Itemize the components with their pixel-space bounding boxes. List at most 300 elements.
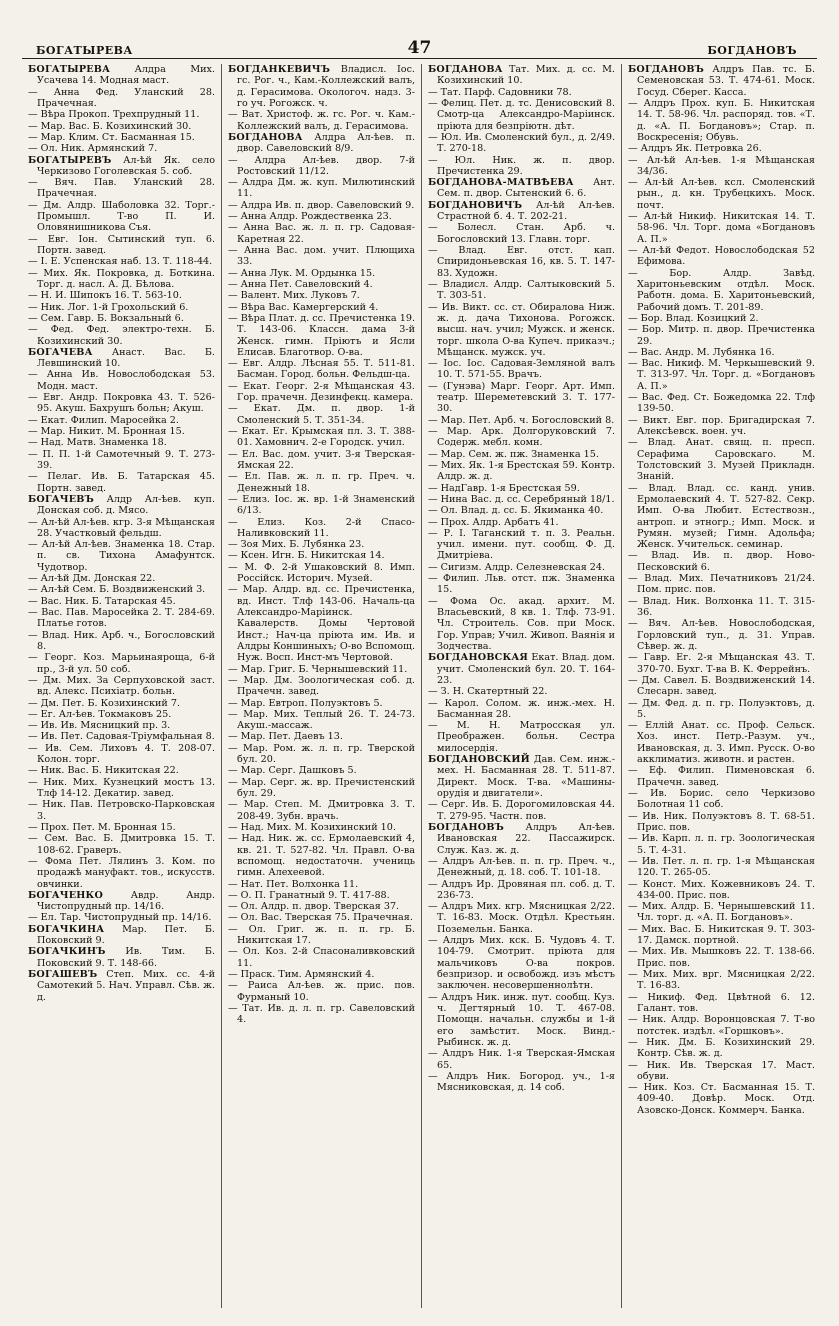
entry-item (428, 279, 615, 302)
entry-item (628, 313, 815, 324)
entry-text: Болесл. Стан. Арб. ч. Богословский 13. Главн. торг. (437, 222, 615, 245)
entry-text: Н. И. Шипокъ 16. Т. 563-10. (40, 290, 182, 302)
entry-text: Вѣра Прокоп. Трехпрудный 11. (40, 109, 200, 121)
entry-item (28, 369, 215, 392)
entry-text: Валент. Мих. Луковъ 7. (240, 290, 360, 302)
entry-text: М. Н. Матросская ул. Преображен. больн. Сестра милосердія. (437, 720, 615, 754)
entry-item (628, 675, 815, 698)
entry-text: Зоя Мих. Б. Лубянка 23. (240, 539, 365, 551)
entry-text: Ал-ѣй Никиф. Никитская 14. Т. 58-96. Чл. Торг. дома «Богдановъ А. П.» (637, 211, 815, 245)
entry-item (228, 279, 415, 290)
entry-item (228, 471, 415, 494)
entry-item (28, 437, 215, 448)
entry-item (628, 924, 815, 947)
entry-text: Ник. Вас. Б. Никитская 22. (40, 765, 179, 777)
entry-item (428, 494, 615, 505)
entry-item (28, 698, 215, 709)
entry-text: Пелаг. Ив. Б. Татарская 45. Портн. завед. (37, 471, 215, 494)
entry-text: Мар. Арк. Долгоруковский 7. Содерж. мебл. комн. (437, 426, 615, 449)
entry-item (428, 879, 615, 902)
entry-item (228, 799, 415, 822)
entry-item (428, 596, 615, 653)
entry-item (28, 132, 215, 143)
entry-item (428, 358, 615, 381)
entry-text: Мих. Вас. Б. Никитская 9. Т. 303-17. Дамск. портной. (637, 923, 815, 947)
surname: БОГДАНОВСКАЯ (428, 652, 529, 664)
entry-item (428, 992, 615, 1049)
entry-text: Ол. Коз. 2-й Спасоналивковский 11. (237, 946, 415, 969)
entry-item (28, 449, 215, 472)
entry-item (428, 426, 615, 449)
entry-text: Мар. Степ. М. Дмитровка 3. Т. 208-49. Зубн. врачь. (237, 799, 415, 822)
entry-text: Мих. Мих. врг. Мясницкая 2/22. Т. 16-83. (637, 969, 815, 992)
entry-item (228, 539, 415, 550)
entry-text: Евг. Іон. Сытинский туп. 6. Портн. завед. (37, 233, 215, 256)
entry-text: Ив. Ник. Полуэктовъ 8. Т. 68-51. Прис. пов. (637, 810, 815, 833)
entry-text: Ник. Пав. Петровско-Парковская 3. (37, 799, 215, 822)
entry-text: Алдръ Мих. кск. Б. Чудовъ 4. Т. 104-79. Смотрит. пріюта для мальчиковъ О-ва покров. безпризор. и освобожд. изъ мѣстъ заключен. несовершеннолѣтн. (437, 935, 615, 992)
entry-item (428, 1048, 615, 1071)
entry-text: Ив. Ив. Мясницкий пр. 3. (40, 720, 171, 732)
entry-text: Дм. Пет. Б. Козихинский 7. (40, 697, 181, 709)
entry-text: Влад. Мих. Печатниковъ 21/24. Пом. прис. пов. (637, 573, 815, 596)
entry-item (428, 698, 615, 721)
entry-item (228, 109, 415, 132)
entry-text: З. Н. Скатертный 22. (440, 686, 548, 698)
entry-item (628, 879, 815, 902)
entry-text: Праск. Тим. Армянский 4. (240, 969, 375, 980)
entry-text: М. Ф. 2-й Ушаковский 8. Имп. Россійск. Историч. Музей. (237, 561, 415, 585)
entry-item (628, 992, 815, 1015)
entry-text: Ол. Вас. Тверская 75. Прачечная. (240, 912, 413, 924)
entry-text: (Гунэва) Марг. Георг. Арт. Имп. театр. Шереметевский 3. Т. 177-30. (437, 380, 615, 415)
entry-item (628, 98, 815, 143)
entry-text: Вас. Фед. Ст. Божедомка 22. Тлф 139-50. (637, 392, 815, 415)
entry-text: О. П. Гранатный 9. Т. 417-88. (240, 889, 390, 901)
entry-text: Алдръ Як. Петровка 26. (640, 143, 762, 155)
entry-item (428, 573, 615, 596)
entry-item (428, 483, 615, 494)
entry-item (228, 822, 415, 833)
entry-text: Влад. Ник. Арб. ч., Богословский 8. (37, 629, 215, 652)
entry-item (428, 935, 615, 992)
entry-item (428, 901, 615, 935)
entry-text: Екат. Влад. дом. учит. Смоленский бул. 20. Т. 164-23. (437, 652, 615, 686)
entry-text: Екат. Георг. 2-я Мѣщанская 43. Гор. прачечн. Дезинфекц. камера. (237, 380, 415, 404)
entry-text: Юл. Ник. ж. п. двор. Пречистенка 29. (437, 154, 615, 177)
entry-item (28, 324, 215, 347)
entry-text: Викт. Евг. пор. Бригадирская 7. Алексѣевск. воен. уч. (637, 414, 815, 437)
entry-item (28, 630, 215, 653)
entry-text: Ив. Тим. Б. Поковский 9. Т. 148-66. (37, 946, 215, 969)
entry-text: Алдра Дм. ж. куп. Милютинский 11. (237, 177, 415, 200)
entry-item (628, 392, 815, 415)
header-rule (22, 58, 817, 59)
entry-text: Авдр. Андр. Чистопрудный пр. 14/16. (37, 889, 215, 913)
entry-text: Ол. Влад. д. сс. Б. Якиманка 40. (440, 505, 604, 517)
entry-item (428, 245, 615, 279)
entry-text: Дав. Сем. инж.-мех. Н. Басманная 28. Т. 511-87. Директ. Моск. Т-ва. «Машины-орудія и двигатели». (437, 754, 615, 799)
entry-item (628, 268, 815, 313)
entry-text: Ол. Григ. ж. п. п. гр. Б. Никитская 17. (237, 923, 415, 947)
entry-item (628, 415, 815, 438)
entry-heading (28, 946, 215, 969)
entry-item (28, 822, 215, 833)
entry-item (228, 675, 415, 698)
entry-item (28, 652, 215, 675)
entry-item (228, 562, 415, 585)
entry-item (228, 290, 415, 301)
entry-item (628, 573, 815, 596)
entry-text: Алдръ Прох. куп. Б. Никитская 14. Т. 58-96. Чл. распоряд. тов. «Т. д. «А. П. Богдановъ»; Стар. п. Воскресенія; Обувь. (637, 97, 815, 143)
entry-text: Бор. Влад. Козицкий 2. (640, 312, 759, 324)
entry-item (28, 573, 215, 584)
entry-item (628, 833, 815, 856)
entry-item (28, 415, 215, 426)
entry-item (628, 856, 815, 879)
entry-item (228, 494, 415, 517)
entry-item (28, 709, 215, 720)
entry-item (428, 98, 615, 132)
entry-text: Дм. Мих. За Серпуховской заст. вд. Алекс. Психіатр. больн. (37, 674, 215, 698)
entry-text: Мих. Як. 1-я Брестская 59. Контр. Алдр. ж. д. (437, 459, 615, 483)
entry-item (28, 912, 215, 923)
entry-item (228, 211, 415, 222)
entry-text: Раиса Ал-ѣев. ж. прис. пов. Фурманый 10. (237, 980, 415, 1003)
entry-text: Вяч. Ал-ѣев. Новослободская, Горловский туп., д. 31. Управ. Сѣвер. ж. д. (637, 618, 815, 652)
entry-text: Нат. Пет. Волхонка 11. (240, 878, 359, 890)
entry-item (628, 652, 815, 675)
entry-text: Вас. Ник. Б. Татарская 45. (40, 595, 176, 607)
entry-text: Бор. Алдр. Завѣд. Харитоньевским отдѣл. Моск. Работн. дома. Б. Харитоньевский, Рабочий домъ. Т. 201-89. (637, 267, 815, 313)
entry-heading (28, 347, 215, 370)
entry-text: Ив. Борис. село Черкизово Болотная 11 соб. (637, 788, 815, 811)
entry-item (28, 596, 215, 607)
entry-heading (228, 132, 415, 155)
entry-item (628, 211, 815, 245)
entry-text: Ел. Пав. ж. л. п. гр. Преч. ч. Денежный 18. (237, 471, 415, 494)
entry-heading (428, 754, 615, 799)
entry-text: Ал-ѣй Сем. Б. Воздвиженский 3. (40, 584, 206, 596)
entry-text: Ал-ѣй Ал-ѣев. Страстной б. 4. Т. 202-21. (437, 199, 615, 223)
entry-text: НадГавр. 1-я Брестская 59. (440, 482, 580, 494)
entry-item (628, 1082, 815, 1116)
entry-text: Мар. Пет. Арб. ч. Богословский 8. (440, 414, 615, 426)
entry-text: Ив. Сем. Лиховъ 4. Т. 208-07. Колон. торг. (37, 742, 215, 766)
entry-text: Еф. Филип. Пименовская 6. Прачечн. завед. (637, 765, 815, 788)
column-1 (22, 64, 221, 1308)
entry-text: Анаст. Вас. Б. Левшинский 10. (37, 346, 215, 370)
entry-item (28, 234, 215, 257)
entry-text: Ник. Дм. Б. Козихинский 29. Контр. Сѣв. ж. д. (637, 1036, 815, 1060)
entry-text: Мих. Ив. Мышковъ 22. Т. 138-66. Прис. пов. (637, 946, 815, 969)
entry-item (228, 879, 415, 890)
entry-text: Алдра Ал-ѣев. п. двор. Савеловский 8/9. (237, 131, 415, 155)
surname: БОГАЧЕНКО (28, 889, 104, 901)
entry-item (28, 268, 215, 291)
entry-text: Мар. Серг. Дашковъ 5. (240, 765, 357, 777)
entry-item (228, 731, 415, 742)
entry-text: Вас. Пав. Маросейка 2. Т. 284-69. Платье готов. (37, 607, 215, 630)
entry-item (628, 324, 815, 347)
entry-heading (28, 64, 215, 87)
entry-item (228, 833, 415, 878)
entry-text: Ал-ѣй Ал-ѣев. кгр. 3-я Мѣщанская 28. Участковый фельдш. (37, 516, 215, 539)
entry-item (628, 483, 815, 551)
entry-heading (428, 200, 615, 223)
entry-item (628, 245, 815, 268)
entry-item (628, 618, 815, 652)
entry-text: Екат. Дм. п. двор. 1-й Смоленский 5. Т. 351-34. (237, 403, 415, 426)
entry-text: Алдръ Пав. тс. Б. Семеновская 53. Т. 474-61. Моск. Госуд. Сберег. Касса. (637, 64, 815, 98)
entry-text: Степ. Мих. сс. 4-й Самотекий 5. Нач. Управл. Сѣв. ж. д. (37, 969, 215, 1003)
entry-item (28, 121, 215, 132)
columns (22, 64, 821, 1308)
entry-item (428, 302, 615, 359)
entry-item (428, 1071, 615, 1094)
entry-text: Алдръ Мих. кгр. Мясницкая 2/22. Т. 16-83. Моск. Отдѣл. Крестьян. Поземельн. Банка. (437, 901, 615, 935)
entry-item (428, 799, 615, 822)
entry-item (228, 924, 415, 947)
entry-text: Над. Матв. Знаменка 18. (40, 437, 167, 449)
entry-text: Мар. Дм. Зоологическая соб. д. Прачечн. завед. (237, 674, 415, 698)
entry-text: Ват. Христоф. ж. гс. Рог. ч. Кам.-Коллежский валъ, д. Герасимова. (237, 109, 415, 132)
entry-item (228, 268, 415, 279)
entry-text: Мар. Пет. Б. Поковский 9. (37, 923, 215, 947)
entry-text: Бор. Митр. п. двор. Пречистенка 29. (637, 324, 815, 347)
entry-text: Дм. Савел. Б. Воздвиженский 14. Слесарн. завед. (637, 674, 815, 698)
entry-item (428, 155, 615, 178)
entry-item (628, 698, 815, 721)
page-header (14, 0, 825, 58)
entry-item (228, 245, 415, 268)
header-left-keyword: БОГАТЫРЕВА (36, 44, 133, 57)
entry-text: Ив. Пет. Садовая-Тріумфальная 8. (40, 731, 215, 743)
entry-text: Алдръ Ал-ѣев. п. п. гр. Преч. ч., Денежный, д. 18. соб. Т. 101-18. (437, 855, 615, 879)
surname: БОГАТЫРЕВЪ (28, 154, 112, 166)
entry-text: Алдръ Ал-ѣев. Ивановская 22. Пассажирск. Служ. Каз. ж. д. (437, 821, 615, 856)
entry-item (428, 517, 615, 528)
entry-text: Влад. Евг. отст. кап. Спиридоньевская 16, кв. 5. Т. 147-83. Художн. (437, 245, 615, 279)
surname: БОГДАНОВА (228, 131, 303, 143)
surname: БОГАЧКИНЪ (28, 946, 106, 958)
entry-item (28, 200, 215, 234)
entry-item (428, 528, 615, 562)
entry-item (228, 698, 415, 709)
entry-text: Сем. Гавр. Б. Вокзальный 6. (40, 312, 184, 324)
entry-item (228, 313, 415, 358)
entry-text: Сем. Вас. Б. Дмитровка 15. Т. 108-62. Граверъ. (37, 833, 215, 856)
entry-item (228, 177, 415, 200)
entry-text: Мар. Вас. Б. Козихинский 30. (40, 120, 192, 132)
entry-text: Мар. Григ. Б. Чернышевский 11. (240, 663, 408, 675)
entry-text: Ал-ѣй Дм. Донская 22. (40, 573, 156, 585)
surname: БОГДАНОВЪ (428, 821, 505, 833)
entry-heading (28, 155, 215, 178)
entry-item (28, 143, 215, 154)
entry-heading (28, 969, 215, 1003)
entry-text: Алдръ Ир. Дровяная пл. соб. д. Т. 236-73. (437, 878, 615, 901)
entry-item (228, 901, 415, 912)
surname: БОГАЧЕВА (28, 346, 93, 358)
entry-item (28, 313, 215, 324)
entry-text: Мар. Мих. Теплый 26. Т. 24-73. Акуш.-массаж. (237, 708, 415, 732)
entry-item (228, 426, 415, 449)
surname: БОГДАНОВЪ (628, 64, 705, 75)
entry-text: Анна Вас. дом. учит. Плющиха 33. (237, 245, 415, 268)
entry-item (28, 731, 215, 742)
entry-item (228, 200, 415, 211)
entry-text: Ал-ѣй Ал-ѣев. Знаменка 18. Стар. п. св. Тихона Амафунтск. Чудотвор. (37, 539, 215, 573)
entry-text: Серг. Ив. Б. Дорогомиловская 44. Т. 279-95. Частн. пов. (437, 799, 615, 822)
entry-item (628, 177, 815, 211)
entry-text: Ол. Ник. Армянский 7. (40, 143, 158, 155)
entry-text: Вас. Никиф. М. Черкышевский 9. Т. 313-97. Чл. Торг. д. «Богдановъ А. П.» (637, 358, 815, 392)
entry-text: Тат. Мих. д. сс. М. Козихинский 10. (437, 64, 615, 87)
entry-heading (428, 177, 615, 200)
entry-text: Ел. Вас. дом. учит. 3-я Тверская-Ямская 22. (237, 448, 415, 471)
entry-heading (428, 822, 615, 856)
entry-item (28, 675, 215, 698)
entry-text: Ив. Пет. л. п. гр. 1-я Мѣщанская 120. Т. 265-05. (637, 855, 815, 879)
entry-text: Евг. Алдр. Лѣсная 55. Т. 511-81. Басман. Город. больн. Фельдш-ца. (237, 358, 415, 381)
entry-item (628, 358, 815, 392)
entry-text: Алдръ Ник. 1-я Тверская-Ямская 65. (437, 1048, 615, 1071)
entry-text: Іос. Іос. Садовая-Земляной валъ 10. Т. 571-55. Врачъ. (437, 358, 615, 381)
surname: БОГДАНОВИЧЪ (428, 199, 523, 211)
entry-text: Над. Мих. М. Козихинский 10. (240, 821, 396, 833)
header-right-keyword: БОГДАНОВЪ (707, 44, 797, 57)
entry-item (228, 709, 415, 732)
entry-heading (428, 64, 615, 87)
entry-item (28, 256, 215, 267)
entry-text: І. Е. Успенская наб. 13. Т. 118-44. (40, 256, 213, 268)
entry-text: Мар. Евтроп. Полуэктовъ 5. (240, 697, 383, 709)
entry-item (228, 302, 415, 313)
entry-item (28, 302, 215, 313)
entry-item (228, 550, 415, 561)
entry-text: Тат. Парф. Садовники 78. (440, 86, 572, 98)
entry-text: Сигизм. Алдр. Селезневская 24. (440, 561, 606, 573)
entry-text: Екат. Филип. Маросейка 2. (40, 414, 179, 426)
entry-item (428, 856, 615, 879)
entry-text: Фома Ос. акад. архит. М. Власьевский, 8 кв. 1. Тлф. 73-91. Чл. Строитель. Сов. при Моск. Гор. Управ; Учил. Живоп. Ваянія и Зодчества. (437, 595, 615, 652)
entry-text: Мар. Ром. ж. л. п. гр. Тверской бул. 20. (237, 742, 415, 766)
entry-item (228, 890, 415, 901)
entry-text: Фед. Фед. электро-техн. Б. Козихинский 30. (37, 324, 215, 347)
entry-text: Владисл. Алдр. Салтыковский 5. Т. 303-51. (437, 278, 615, 302)
entry-item (228, 517, 415, 540)
entry-text: Анна Лук. М. Ордынка 15. (240, 267, 376, 279)
entry-item (228, 777, 415, 800)
surname: БОГДАНКЕВИЧЪ (228, 64, 331, 75)
entry-item (28, 109, 215, 120)
entry-item (628, 720, 815, 765)
surname: БОГАШЕВЪ (28, 969, 98, 980)
entry-text: Вяч. Пав. Уланский 28. Прачечная. (37, 177, 215, 200)
entry-item (28, 290, 215, 301)
entry-text: Ив. Карп. л. п. гр. Зоологическая 5. Т. 4-31. (637, 833, 815, 856)
surname: БОГАЧКИНА (28, 923, 105, 935)
column-4 (621, 64, 821, 1308)
entry-text: Алдръ Ник. инж. пут. сообщ. Куз. ч. Дегтярный 10. Т. 467-08. Помощн. начальн. службы и 1-й его замѣстит. Моск. Винд.-Рыбинск. ж. д. (437, 991, 615, 1048)
entry-text: Ал-ѣй Ал-ѣев. 1-я Мѣщанская 34/36. (637, 154, 815, 177)
entry-text: Анна Алдр. Рождественка 23. (240, 211, 392, 223)
entry-item (428, 562, 615, 573)
entry-item (228, 743, 415, 766)
entry-item (228, 946, 415, 969)
entry-item (628, 437, 815, 482)
entry-text: Мар. Алдр. вд. сс. Пречистенка, вд. Инст. Тлф 143-06. Началь-ца Александро-Маріинск. Кавалерств. Домы Чертовой Инст.; Нач-ца пріюта им. Ив. и Алдры Коншиныхъ; О-во Вспомощ. Нуж. Восп. Инст-мъ Чертовой. (237, 584, 415, 664)
entry-item (228, 358, 415, 381)
entry-item (228, 980, 415, 1003)
entry-text: Анна Ив. Новослободская 53. Модн. маст. (37, 369, 215, 392)
entry-item (228, 765, 415, 776)
entry-text: Дм. Алдр. Шаболовка 32. Торг.-Промышл. Т-во П. И. Оловянишникова Съя. (37, 199, 215, 234)
entry-item (628, 946, 815, 969)
entry-text: Конст. Мих. Кожевниковъ 24. Т. 434-00. Прис. пов. (637, 878, 815, 901)
entry-item (428, 449, 615, 460)
entry-text: Вас. Андр. М. Лубянка 16. (640, 346, 775, 358)
entry-text: Георг. Коз. Марьинаяроща, 6-й пр., 3-й ул. 50 соб. (37, 652, 215, 675)
entry-text: Прох. Алдр. Арбатъ 41. (440, 516, 559, 528)
entry-text: Анна Вас. ж. л. п. гр. Садовая-Каретная 22. (237, 222, 415, 245)
entry-text: Тат. Ив. д. л. п. гр. Савеловский 4. (237, 1002, 415, 1026)
entry-item (428, 132, 615, 155)
entry-item (428, 87, 615, 98)
entry-text: Ег. Ал-ѣев. Токмаковъ 25. (40, 708, 172, 720)
entry-text: Ник. Ив. Тверская 17. Маст. обуви. (637, 1059, 815, 1082)
entry-item (428, 381, 615, 415)
entry-item (628, 811, 815, 834)
entry-item (428, 460, 615, 483)
column-2 (221, 64, 421, 1308)
entry-item (628, 901, 815, 924)
entry-text: Мар. Клим. Ст. Басманная 15. (40, 131, 195, 143)
entry-text: Мар. Серг. ж. вр. Пречистенский бул. 29. (237, 776, 415, 799)
entry-item (228, 222, 415, 245)
entry-item (228, 1003, 415, 1026)
page-number: 47 (407, 38, 432, 58)
entry-item (28, 856, 215, 890)
entry-item (228, 403, 415, 426)
entry-text: Дм. Фед. д. п. гр. Полуэктовъ, д. 5. (637, 697, 815, 720)
entry-heading (28, 924, 215, 947)
entry-item (428, 505, 615, 516)
entry-item (28, 584, 215, 595)
entry-text: Ал-ѣй Як. село Черкизово Гоголевская 5. соб. (37, 154, 215, 177)
entry-item (628, 765, 815, 788)
entry-text: Над. Ник. ж. сс. Ермолаевский 4, кв. 21. Т. 527-82. Чл. Правл. О-ва вспомощ. недостаточн. учениць гимн. Алехеевой. (237, 833, 415, 879)
entry-item (628, 143, 815, 154)
column-3 (421, 64, 621, 1308)
entry-text: Юл. Ив. Смоленский бул., д. 2/49. Т. 270-18. (437, 131, 615, 155)
entry-item (28, 426, 215, 437)
entry-item (628, 347, 815, 358)
surname: БОГАЧЕВЪ (28, 493, 94, 505)
entry-text: Фелиц. Пет. д. тс. Денисовский 8. Смотр-ца Александро-Маріинск. пріюта для безпріютн. дѣт. (437, 97, 615, 132)
entry-item (228, 584, 415, 663)
surname: БОГДАНОВСКИЙ (428, 754, 530, 766)
entry-text: Владисл. Іос. гс. Рог. ч., Кам.-Коллежский валъ, д. Герасимова. Окологоч. надз. 3-го уч. Рогожск. ч. (237, 64, 415, 109)
entry-text: Ник. Коз. Ст. Басманная 15. Т. 409-40. Довѣр. Моск. Отд. Азовско-Донск. Коммерч. Банка. (637, 1082, 816, 1116)
entry-item (228, 381, 415, 404)
entry-text: Р. І. Таганский т. п. 3. Реальн. учил. имени. пут. сообщ. Ф. Д. Дмитріева. (437, 527, 615, 562)
surname: БОГДАНОВА-МАТВѢЕВА (428, 177, 574, 189)
entry-item (28, 607, 215, 630)
entry-item (28, 539, 215, 573)
entry-item (428, 415, 615, 426)
